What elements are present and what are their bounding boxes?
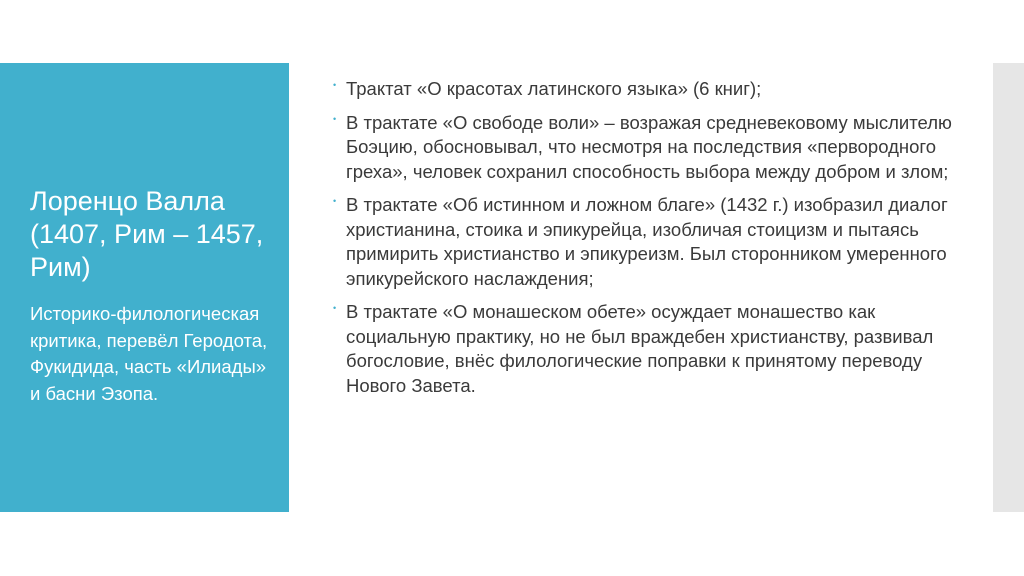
bullet-icon: •: [333, 196, 337, 206]
bullet-icon: •: [333, 80, 337, 90]
bullet-text: В трактате «О свободе воли» – возражая средневековому мыслителю Боэцию, обосновывал, что несмотря на последствия «первородного греха», человек сохранил способность выбора между добром и злом;: [346, 111, 952, 182]
bullet-icon: •: [333, 303, 337, 313]
slide-title: Лоренцо Валла (1407, Рим – 1457, Рим): [30, 186, 264, 282]
title-panel: [0, 63, 289, 512]
bullet-list: [333, 77, 953, 407]
bullet-icon: •: [333, 113, 337, 124]
slide-subtitle: Историко-филологическая критика, перевёл Геродота, Фукидида, часть «Илиады» и басни Эзопа.: [30, 303, 268, 404]
bullet-text: В трактате «Об истинном и ложном благе» (1432 г.) изобразил диалог христианина, стоика и эпикурейца, изобличая стоицизм и пытаясь примирить христианство и эпикуреизм. Был сторонником умеренного эпикурейского наслаждения;: [346, 194, 948, 289]
bullet-text: В трактате «О монашеском обете» осуждает монашество как социальную практику, но не был враждебен христианству, развивал богословие, внёс филологические поправки к принятому переводу Нового Завета.: [346, 301, 934, 396]
bullet-item: [333, 111, 953, 185]
bullet-item: [333, 193, 953, 291]
side-strip: [993, 63, 1024, 512]
bullet-item: [333, 77, 953, 102]
bullet-text: Трактат «О красотах латинского языка» (6 книг);: [346, 78, 762, 99]
bullet-item: [333, 300, 953, 398]
